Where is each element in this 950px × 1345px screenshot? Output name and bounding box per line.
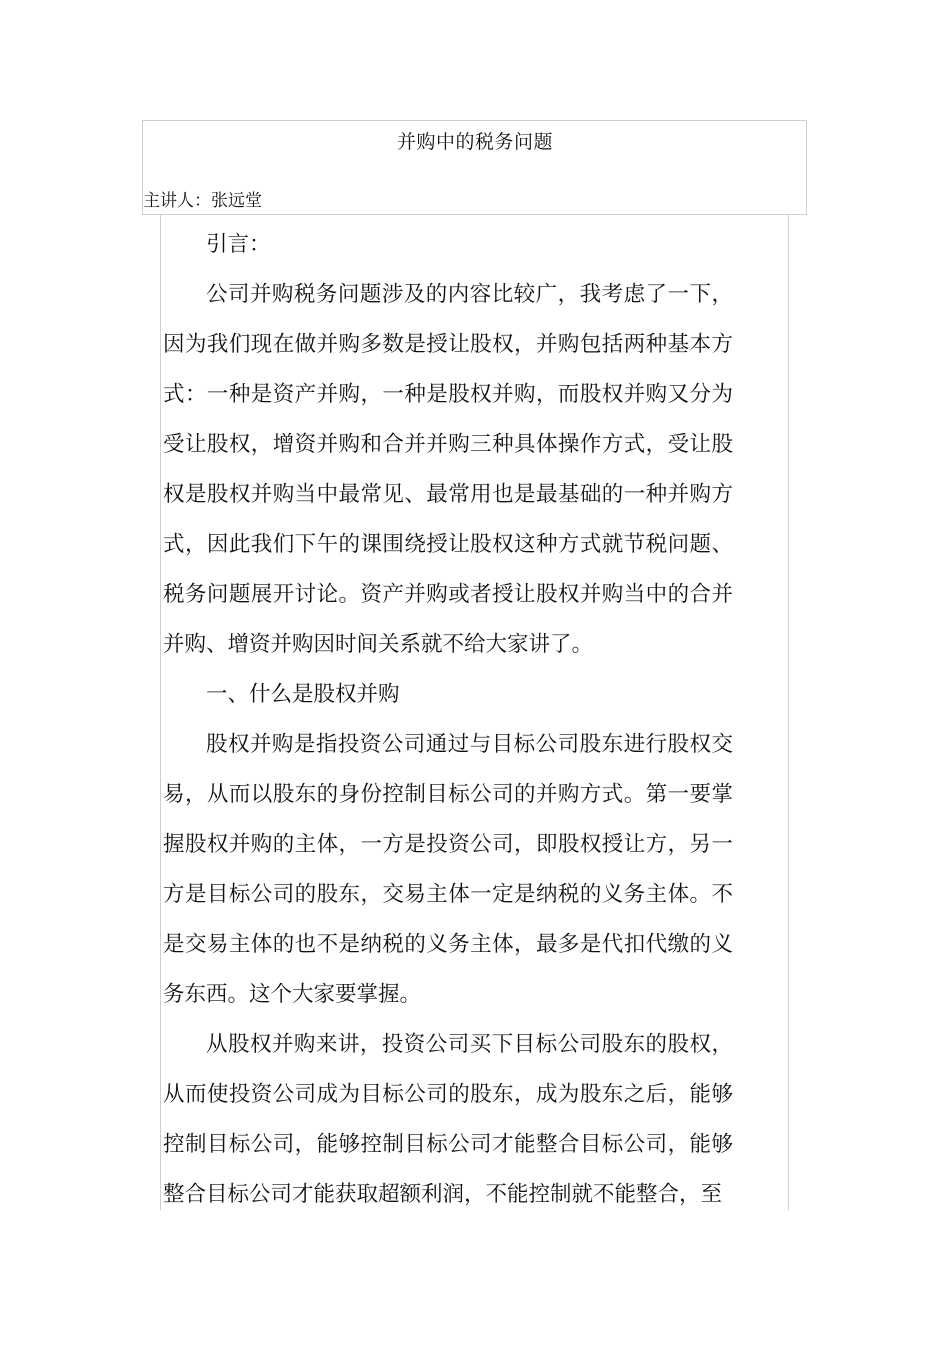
speaker-line: 主讲人：张远堂 — [143, 191, 262, 211]
paragraph-control: 从股权并购来讲，投资公司买下目标公司股东的股权，从而使投资公司成为目标公司的股东，成为股东之后，能够控制目标公司，能够控制目标公司才能整合目标公司，能够整合目标公司才能获取超额利润，不能控制就不能整合，至 — [163, 1032, 733, 1207]
section-heading-1: 一、什么是股权并购 — [206, 682, 400, 707]
paragraph-definition: 股权并购是指投资公司通过与目标公司股东进行股权交易，从而以股东的身份控制目标公司的并购方式。第一要掌握股权并购的主体，一方是投资公司，即股权授让方，另一方是目标公司的股东，交易主体一定是纳税的义务主体。不是交易主体的也不是纳税的义务主体，最多是代扣代缴的义务东西。这个大家要掌握。 — [163, 732, 733, 1007]
paragraph-intro: 公司并购税务问题涉及的内容比较广，我考虑了一下，因为我们现在做并购多数是授让股权，并购包括两种基本方式：一种是资产并购，一种是股权并购，而股权并购又分为受让股权，增资并购和合并并购三种具体操作方式，受让股权是股权并购当中最常见、最常用也是最基础的一种并购方式，因此我们下午的课围绕授让股权这种方式就节税问题、税务问题展开讨论。资产并购或者授让股权并购当中的合并并购、增资并购因时间关系就不给大家讲了。 — [163, 282, 733, 657]
paragraph-intro-heading: 引言： — [206, 232, 271, 257]
document-title: 并购中的税务问题 — [396, 131, 553, 153]
document-body — [163, 220, 733, 1220]
